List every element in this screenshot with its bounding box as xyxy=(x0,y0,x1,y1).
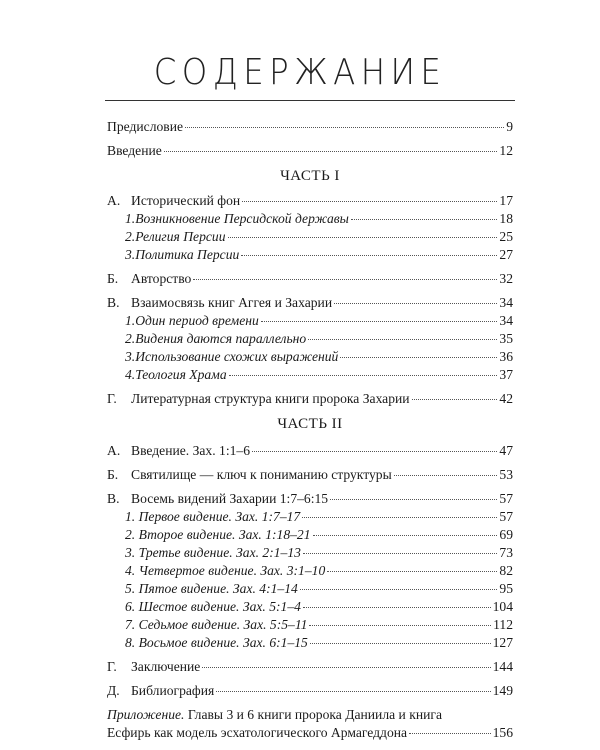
dot-leader xyxy=(303,607,491,608)
toc-entry-label: 3. Третье видение. Зах. 2:1–13 xyxy=(125,545,301,560)
toc-entry-label: Взаимосвязь книг Аггея и Захарии xyxy=(131,295,333,310)
toc-entry-page: 9 xyxy=(506,119,513,134)
toc-subentry[interactable] xyxy=(107,616,513,634)
dot-leader xyxy=(164,151,498,152)
toc-entry-page: 47 xyxy=(499,443,513,458)
section-letter: Б. xyxy=(107,467,119,482)
dot-leader xyxy=(409,733,491,734)
part-heading: ЧАСТЬ II xyxy=(277,416,343,432)
toc-entry-label: Святилище — ключ к пониманию структуры xyxy=(131,467,392,482)
toc-subentry[interactable] xyxy=(107,598,513,616)
dot-leader xyxy=(330,499,497,500)
toc-entry-page: 69 xyxy=(499,527,513,542)
section-letter: Д. xyxy=(107,683,120,698)
toc-entry-page: 32 xyxy=(499,271,513,286)
dot-leader xyxy=(261,321,498,322)
toc-entry-label: Восемь видений Захарии 1:7–6:15 xyxy=(131,491,329,506)
appendix-title-line1: Главы 3 и 6 книги пророка Даниила и книга xyxy=(184,707,442,722)
appendix-label: Приложение. xyxy=(107,707,185,722)
toc-entry-label: 1.Возникновение Персидской державы xyxy=(125,211,349,226)
toc-subentry[interactable] xyxy=(107,348,513,366)
toc-entry-page: 149 xyxy=(492,683,513,698)
section-letter: А. xyxy=(107,443,121,458)
toc-subentry[interactable] xyxy=(107,312,513,330)
toc-entry-label: Исторический фон xyxy=(131,193,241,208)
toc-entry-page: 57 xyxy=(499,491,513,506)
dot-leader xyxy=(193,279,497,280)
toc-entry-label: 7. Седьмое видение. Зах. 5:5–11 xyxy=(125,617,308,632)
toc-entry[interactable] xyxy=(107,390,513,408)
toc-entry-label: Авторство xyxy=(131,271,192,286)
toc-entry-page: 36 xyxy=(499,349,513,364)
toc-entry-label: Литературная структура книги пророка Захарии xyxy=(131,391,410,406)
page-title: СОДЕРЖАНИЕ xyxy=(153,52,447,93)
toc-entry-page: 104 xyxy=(492,599,513,614)
toc-entry[interactable] xyxy=(107,466,513,484)
dot-leader xyxy=(252,451,497,452)
dot-leader xyxy=(228,237,498,238)
toc-entry-label: 8. Восьмое видение. Зах. 6:1–15 xyxy=(125,635,308,650)
toc-entry-label: 5. Пятое видение. Зах. 4:1–14 xyxy=(125,581,298,596)
toc-entry-label: 4.Теология Храма xyxy=(125,367,227,382)
toc-entry-introduction[interactable] xyxy=(107,142,513,160)
toc-subentry[interactable] xyxy=(107,634,513,652)
toc-entry-label: 1.Один период времени xyxy=(125,313,259,328)
toc-entry-label: 6. Шестое видение. Зах. 5:1–4 xyxy=(125,599,301,614)
toc-subentry[interactable] xyxy=(107,210,513,228)
toc-entry-page: 12 xyxy=(499,143,513,158)
toc-entry-page: 127 xyxy=(492,635,513,650)
toc-entry-label: 3.Политика Персии xyxy=(125,247,240,262)
toc-entry-label: Предисловие xyxy=(107,119,184,134)
toc-entry[interactable] xyxy=(107,192,513,210)
toc-entry-label: Введение xyxy=(107,143,162,158)
toc-entry-label: 1. Первое видение. Зах. 1:7–17 xyxy=(125,509,301,524)
toc-entry-appendix[interactable] xyxy=(107,706,513,742)
appendix-title-line2: Есфирь как модель эсхатологического Армагеддона xyxy=(107,725,408,740)
toc-entry-page: 34 xyxy=(499,313,513,328)
toc-subentry[interactable] xyxy=(107,544,513,562)
toc-entry[interactable] xyxy=(107,270,513,288)
dot-leader xyxy=(351,219,498,220)
toc-entry-page: 25 xyxy=(499,229,513,244)
dot-leader xyxy=(340,357,497,358)
toc-entry[interactable] xyxy=(107,442,513,460)
dot-leader xyxy=(300,589,498,590)
toc-entry-label: 2.Видения даются параллельно xyxy=(125,331,307,346)
toc-entry-page: 37 xyxy=(499,367,513,382)
toc-entry-label: 2.Религия Персии xyxy=(125,229,226,244)
toc-entry-page: 57 xyxy=(499,509,513,524)
toc-entry-label: 4. Четвертое видение. Зах. 3:1–10 xyxy=(125,563,326,578)
toc-subentry[interactable] xyxy=(107,562,513,580)
toc-entry-page: 34 xyxy=(499,295,513,310)
toc-entry-page: 35 xyxy=(499,331,513,346)
dot-leader xyxy=(185,127,504,128)
section-letter: В. xyxy=(107,295,120,310)
toc-subentry[interactable] xyxy=(107,366,513,384)
toc-entry[interactable] xyxy=(107,490,513,508)
toc-entry-page: 95 xyxy=(499,581,513,596)
toc-entry[interactable] xyxy=(107,294,513,312)
toc-subentry[interactable] xyxy=(107,580,513,598)
toc-entry-label: 2. Второе видение. Зах. 1:18–21 xyxy=(125,527,311,542)
toc-subentry[interactable] xyxy=(107,526,513,544)
toc-entry-page: 156 xyxy=(492,725,513,740)
title-underline xyxy=(105,100,515,101)
toc-entry-page: 42 xyxy=(499,391,513,406)
toc-entry-preface[interactable] xyxy=(107,118,513,136)
toc-entry-label: 3.Использование схожих выражений xyxy=(125,349,339,364)
dot-leader xyxy=(303,553,497,554)
toc-entry-page: 73 xyxy=(499,545,513,560)
toc-entry-page: 144 xyxy=(492,659,513,674)
dot-leader xyxy=(216,691,490,692)
section-letter: А. xyxy=(107,193,121,208)
section-letter: Б. xyxy=(107,271,119,286)
toc-subentry[interactable] xyxy=(107,246,513,264)
dot-leader xyxy=(241,255,497,256)
toc-subentry[interactable] xyxy=(107,330,513,348)
dot-leader xyxy=(313,535,498,536)
dot-leader xyxy=(242,201,497,202)
toc-entry-page: 18 xyxy=(499,211,513,226)
dot-leader xyxy=(310,643,491,644)
section-letter: В. xyxy=(107,491,120,506)
toc-entry-label: Введение. Зах. 1:1–6 xyxy=(131,443,250,458)
dot-leader xyxy=(412,399,498,400)
dot-leader xyxy=(309,625,491,626)
toc-entry[interactable] xyxy=(107,658,513,676)
toc-subentry[interactable] xyxy=(107,508,513,526)
toc-subentry[interactable] xyxy=(107,228,513,246)
toc-entry-label: Библиография xyxy=(131,683,215,698)
toc-entry-page: 112 xyxy=(493,617,513,632)
toc-entry-label: Заключение xyxy=(131,659,201,674)
toc-entry-page: 53 xyxy=(499,467,513,482)
dot-leader xyxy=(334,303,497,304)
toc-entry[interactable] xyxy=(107,682,513,700)
toc-entry-page: 27 xyxy=(499,247,513,262)
dot-leader xyxy=(229,375,498,376)
toc-entry-page: 17 xyxy=(499,193,513,208)
dot-leader xyxy=(394,475,498,476)
dot-leader xyxy=(202,667,490,668)
dot-leader xyxy=(327,571,497,572)
part-heading: ЧАСТЬ I xyxy=(280,168,340,184)
toc-entry-page: 82 xyxy=(499,563,513,578)
dot-leader xyxy=(302,517,497,518)
section-letter: Г. xyxy=(107,659,117,674)
section-letter: Г. xyxy=(107,391,117,406)
dot-leader xyxy=(308,339,497,340)
